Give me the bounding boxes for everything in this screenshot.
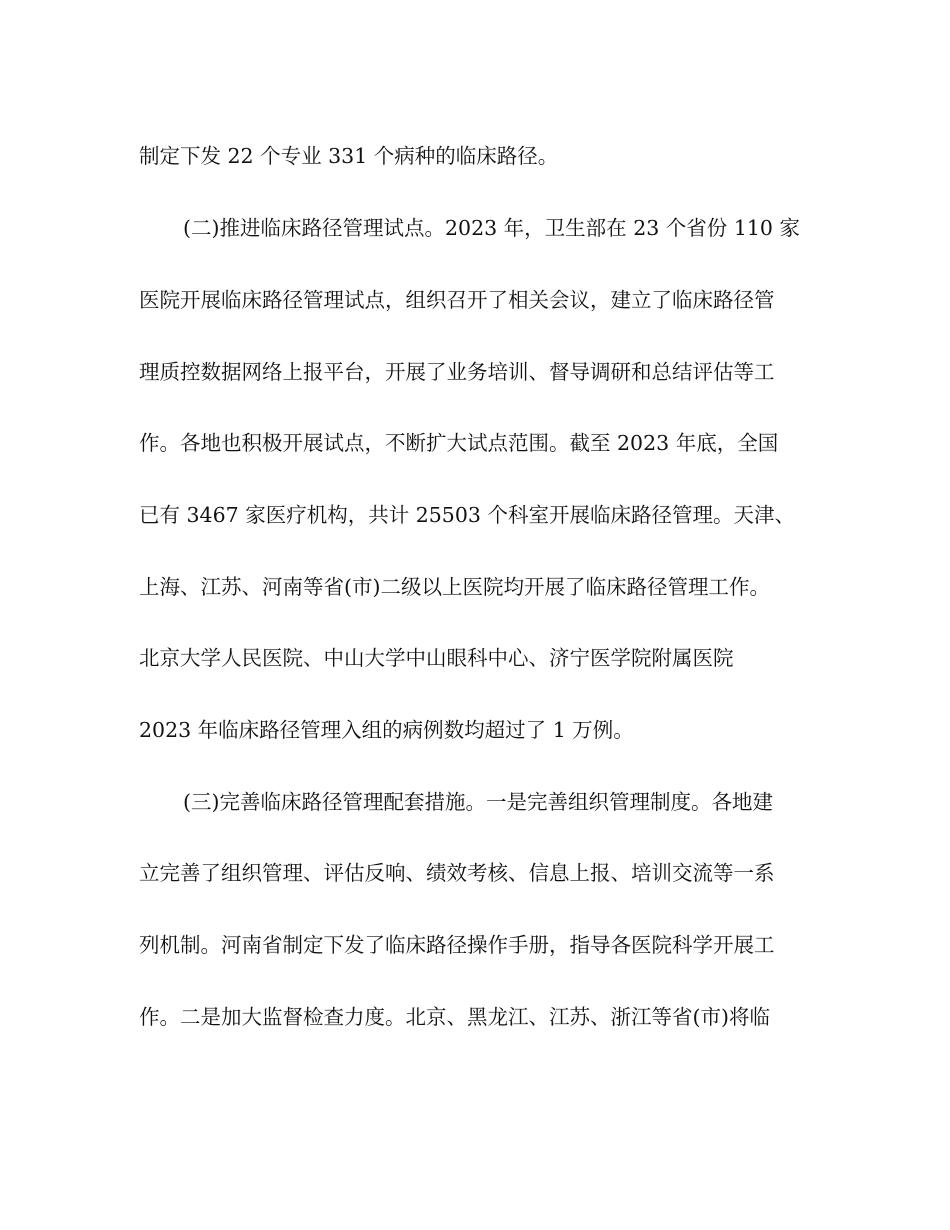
text-line-1: 制定下发 22 个专业 331 个病种的临床路径。 (139, 144, 559, 168)
text-line-8: 北京大学人民医院、中山大学中山眼科中心、济宁医学院附属医院 (139, 646, 734, 670)
text-line-12: 列机制。河南省制定下发了临床路径操作手册，指导各医院科学开展工 (139, 933, 775, 957)
text-line-7: 上海、江苏、河南等省(市)二级以上医院均开展了临床路径管理工作。 (139, 575, 770, 599)
text-line-6: 已有 3467 家医疗机构，共计 25503 个科室开展临床路径管理。天津、 (139, 503, 795, 527)
text-line-2: (二)推进临床路径管理试点。2023 年，卫生部在 23 个省份 110 家 (183, 216, 800, 240)
text-line-13: 作。二是加大监督检查力度。北京、黑龙江、江苏、浙江等省(市)将临 (139, 1005, 770, 1029)
text-line-5: 作。各地也积极开展试点，不断扩大试点范围。截至 2023 年底，全国 (139, 431, 779, 455)
text-line-11: 立完善了组织管理、评估反响、绩效考核、信息上报、培训交流等一系 (139, 861, 775, 885)
text-line-3: 医院开展临床路径管理试点，组织召开了相关会议，建立了临床路径管 (139, 288, 775, 312)
text-line-4: 理质控数据网络上报平台，开展了业务培训、督导调研和总结评估等工 (139, 360, 775, 384)
text-line-10: (三)完善临床路径管理配套措施。一是完善组织管理制度。各地建 (183, 790, 773, 814)
text-line-9: 2023 年临床路径管理入组的病例数均超过了 1 万例。 (139, 718, 634, 742)
